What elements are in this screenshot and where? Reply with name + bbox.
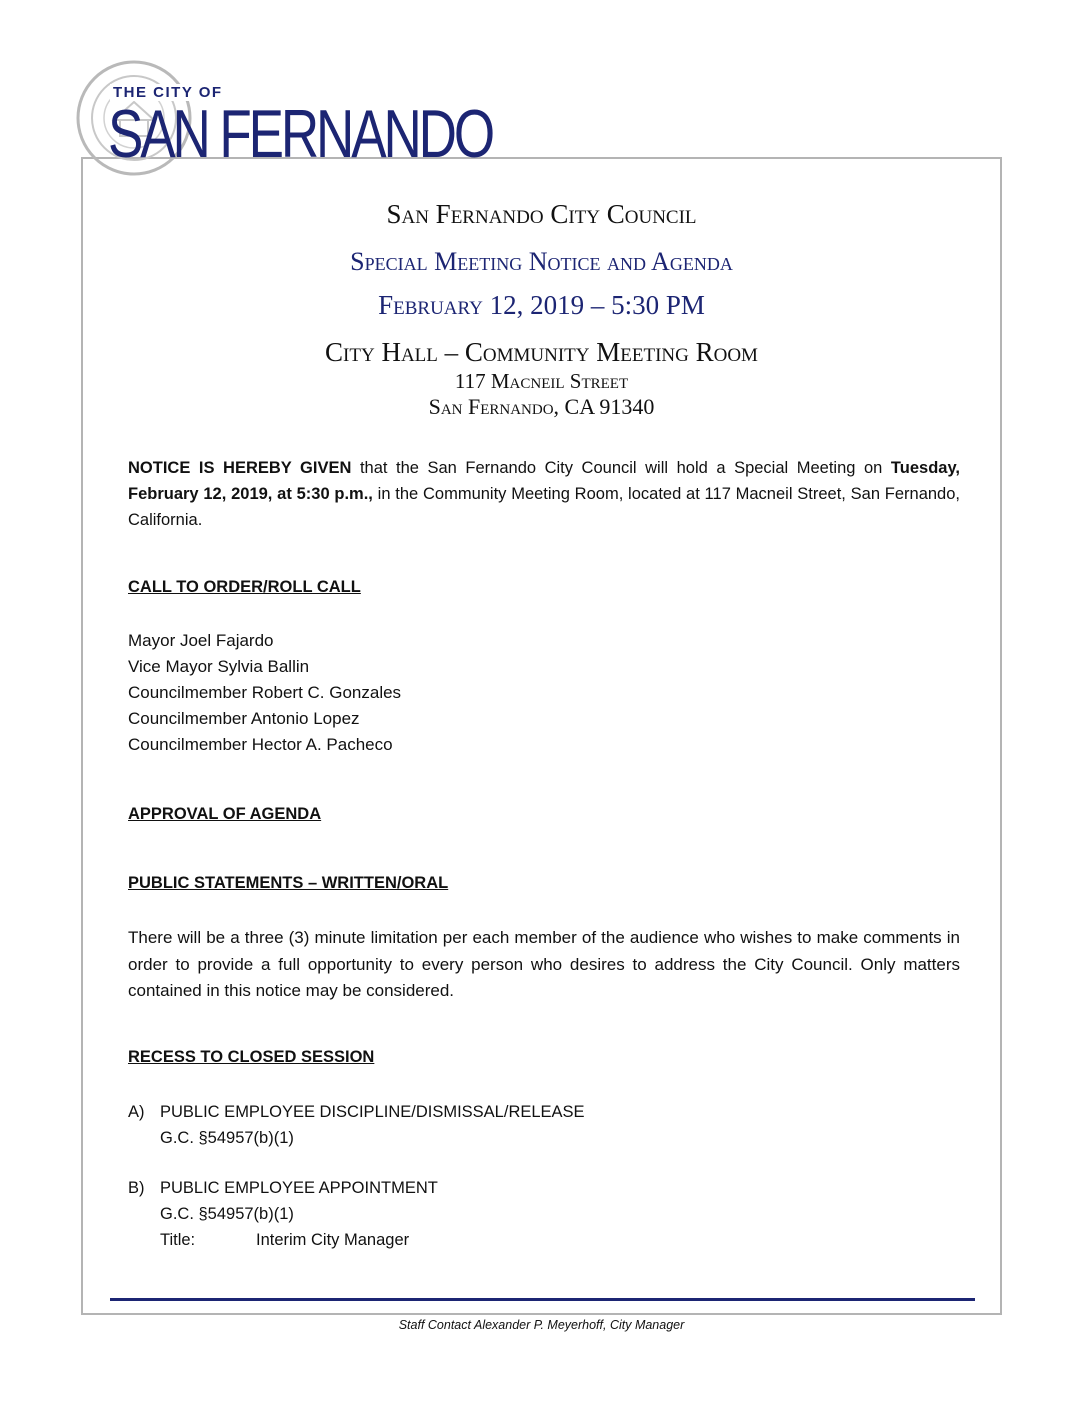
roll-call-member: Mayor Joel Fajardo [128,631,274,650]
title-value: Interim City Manager [256,1231,410,1249]
notice-date: Tuesday, February 12, 2019, at 5:30 p.m., [128,459,960,503]
item-code: G.C. §54957(b)(1) [160,1129,294,1147]
location-heading: City Hall – Community Meeting Room [325,337,758,367]
roll-call-member: Vice Mayor Sylvia Ballin [128,657,310,676]
staff-contact-footer: Staff Contact Alexander P. Meyerhoff, City Manager [398,1318,685,1332]
roll-call-member: Councilmember Antonio Lopez [128,709,360,728]
roll-call-member: Councilmember Hector A. Pacheco [128,735,393,754]
section-public-statements: PUBLIC STATEMENTS – WRITTEN/ORAL [128,874,449,892]
logo-wordmark: SAN FERNANDO [108,96,492,172]
section-approval-of-agenda: APPROVAL OF AGENDA [128,805,322,823]
item-position-title [160,1227,438,1253]
city-logo [74,58,504,178]
street-address: 117 Macneil Street [454,369,629,393]
logo-city-of-text: THE CITY OF [110,84,226,101]
item-code: G.C. §54957(b)(1) [160,1205,294,1223]
section-recess-closed-session: RECESS TO CLOSED SESSION [128,1048,375,1066]
notice-paragraph [128,455,960,533]
meeting-datetime-heading: February 12, 2019 – 5:30 PM [378,290,705,320]
meeting-type-heading: Special Meeting Notice and Agenda [350,247,733,276]
title-label: Title: [160,1231,196,1249]
footer-divider [110,1298,975,1301]
item-letter: B) [128,1179,145,1197]
roll-call-list [128,628,401,758]
public-statements-paragraph: There will be a three (3) minute limitation per each member of the audience who wishes to make comments in order to provide a full opportunity to every person who desires to address the City Council. Only matters contained in this notice may be considered. [128,928,960,1000]
notice-text-1: that the San Fernando City Council will hold a Special Meeting on [351,459,891,477]
item-title: PUBLIC EMPLOYEE APPOINTMENT [160,1179,438,1197]
item-letter: A) [128,1103,145,1121]
notice-lead: NOTICE IS HEREBY GIVEN [128,459,352,477]
city-address: San Fernando, CA 91340 [428,394,655,419]
item-title: PUBLIC EMPLOYEE DISCIPLINE/DISMISSAL/RELEASE [160,1103,585,1121]
council-heading: San Fernando City Council [386,199,697,229]
notice-text-2: in the Community Meeting Room, located at 117 Macneil Street, San Fernando, California. [128,485,960,529]
roll-call-member: Councilmember Robert C. Gonzales [128,683,402,702]
section-call-to-order: CALL TO ORDER/ROLL CALL [128,578,361,596]
